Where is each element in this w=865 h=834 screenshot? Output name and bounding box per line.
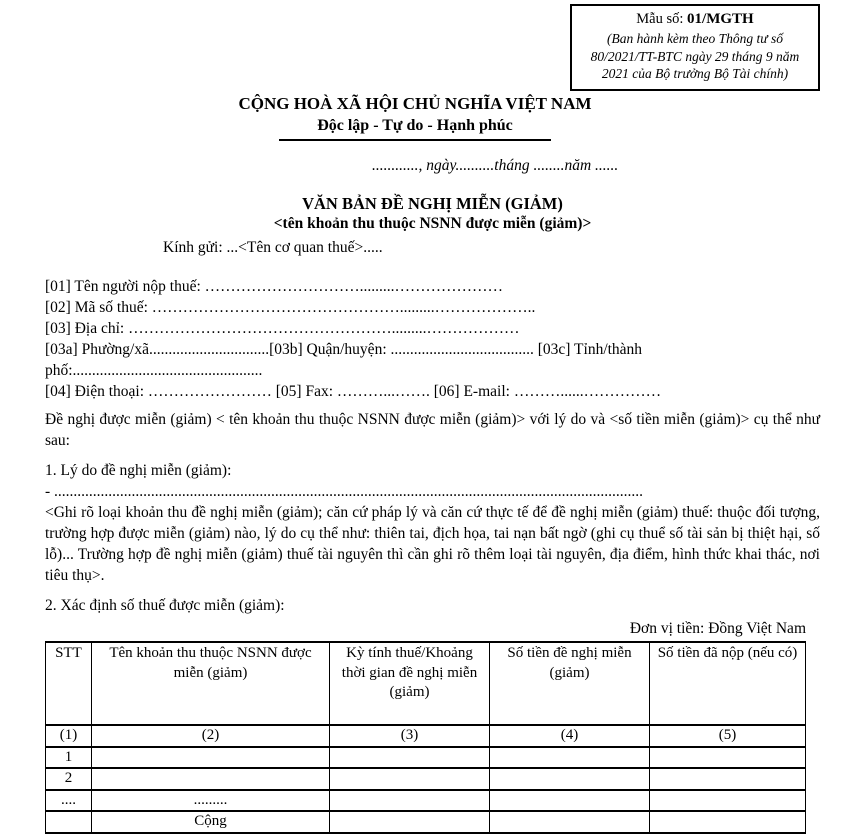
form-body bbox=[45, 276, 820, 834]
field-tax-code: [02] Mã số thuế: ………………………………………….........……………….. bbox=[45, 299, 536, 316]
form-number-label: Mẫu số: bbox=[636, 11, 684, 27]
cell-stt: .... bbox=[46, 790, 92, 812]
section1-heading: 1. Lý do đề nghị miễn (giảm): bbox=[45, 462, 232, 479]
cell-amount-requested bbox=[490, 790, 650, 812]
document-subtitle: <tên khoản thu thuộc NSNN được miễn (giảm)> bbox=[273, 215, 592, 232]
cell-stt: 1 bbox=[46, 747, 92, 769]
field-ward-district-province: [03a] Phường/xã...............................[03b] Quận/huyện: ..................................... [03c] Tỉnh/thành bbox=[45, 341, 643, 358]
col-index-2: (2) bbox=[92, 725, 330, 747]
cell-stt: 2 bbox=[46, 768, 92, 790]
cell-amount-paid bbox=[650, 790, 806, 812]
cell-tax-period bbox=[330, 790, 490, 812]
col-header-revenue-item: Tên khoản thu thuộc NSNN được miễn (giảm) bbox=[92, 642, 330, 725]
form-number-line bbox=[580, 10, 810, 29]
col-index-5: (5) bbox=[650, 725, 806, 747]
field-address: [03] Địa chỉ: …………………………………………….........……………… bbox=[45, 320, 520, 337]
cell-revenue-item bbox=[92, 768, 330, 790]
col-header-amount-paid: Số tiền đã nộp (nếu có) bbox=[650, 642, 806, 725]
cell-amount-requested bbox=[490, 747, 650, 769]
cell-revenue-item: ......... bbox=[92, 790, 330, 812]
col-header-tax-period: Kỳ tính thuế/Khoảng thời gian đề nghị miễn (giảm) bbox=[330, 642, 490, 725]
cell-tax-period bbox=[330, 768, 490, 790]
cell-tax-period bbox=[330, 811, 490, 833]
cell-stt bbox=[46, 811, 92, 833]
document-title: VĂN BẢN ĐỀ NGHỊ MIỄN (GIẢM) bbox=[302, 194, 563, 213]
request-paragraph: Đề nghị được miễn (giảm) < tên khoản thu thuộc NSNN được miễn (giảm)> với lý do và <số tiền miễn (giảm)> cụ thể như sau: bbox=[45, 411, 820, 449]
field-phone-fax-email: [04] Điện thoại: …………………… [05] Fax: ………...……. [06] E-mail: ………......…………… bbox=[45, 383, 662, 400]
country-name: CỘNG HOÀ XÃ HỘI CHỦ NGHĨA VIỆT NAM bbox=[238, 94, 592, 113]
taxpayer-info-fields bbox=[45, 276, 820, 402]
field-province-continued: phố:................................................. bbox=[45, 362, 263, 379]
cell-amount-requested bbox=[490, 768, 650, 790]
form-number-box bbox=[570, 4, 820, 91]
table-row bbox=[46, 747, 806, 769]
cell-total-label: Cộng bbox=[92, 811, 330, 833]
col-index-4: (4) bbox=[490, 725, 650, 747]
cell-revenue-item bbox=[92, 747, 330, 769]
date-line: ............, ngày..........tháng ........năm ...... bbox=[372, 157, 619, 174]
cell-tax-period bbox=[330, 747, 490, 769]
currency-unit-note: Đơn vị tiền: Đồng Việt Nam bbox=[629, 620, 806, 637]
col-header-stt: STT bbox=[46, 642, 92, 725]
exemption-table bbox=[45, 641, 806, 834]
recipient-line: Kính gửi: ...<Tên cơ quan thuế>..... bbox=[163, 239, 383, 256]
table-row bbox=[46, 768, 806, 790]
cell-amount-requested bbox=[490, 811, 650, 833]
table-index-row bbox=[46, 725, 806, 747]
col-index-3: (3) bbox=[330, 725, 490, 747]
cell-amount-paid bbox=[650, 747, 806, 769]
col-index-1: (1) bbox=[46, 725, 92, 747]
table-row bbox=[46, 790, 806, 812]
table-header-row bbox=[46, 642, 806, 725]
col-header-amount-requested: Số tiền đề nghị miễn (giảm) bbox=[490, 642, 650, 725]
cell-amount-paid bbox=[650, 811, 806, 833]
field-taxpayer-name: [01] Tên người nộp thuế: ………………………….........………………… bbox=[45, 278, 504, 295]
cell-amount-paid bbox=[650, 768, 806, 790]
table-total-row bbox=[46, 811, 806, 833]
section1-guidance-note: <Ghi rõ loại khoản thu đề nghị miễn (giảm); căn cứ pháp lý và căn cứ thực tế để đề nghị miễn (giảm) thuế: thuộc đối tượng, trường hợp được miễn (giảm) nào, lý do cụ thể như: thiên tai, địch họa, tai nạn bất ngờ (ghi cụ thuể số tài sản bị thiệt hại, số lỗ)... Trường hợp đề nghị miễn (giảm) thuế tài nguyên thì cần ghi rõ thêm loại tài nguyên, địa điểm, hình thức khai thác, nơi tiêu thụ>. bbox=[45, 504, 820, 584]
section1-dotted-line: - ........................................................................................................................................................ bbox=[45, 483, 644, 500]
section2-heading: 2. Xác định số thuế được miễn (giảm): bbox=[45, 597, 285, 614]
motto-underline bbox=[279, 139, 551, 141]
national-motto: Độc lập - Tự do - Hạnh phúc bbox=[317, 117, 513, 134]
form-issuance-note: (Ban hành kèm theo Thông tư số 80/2021/TT-BTC ngày 29 tháng 9 năm 2021 của Bộ trưởng Bộ Tài chính) bbox=[590, 31, 800, 81]
form-number-value: 01/MGTH bbox=[687, 11, 754, 27]
